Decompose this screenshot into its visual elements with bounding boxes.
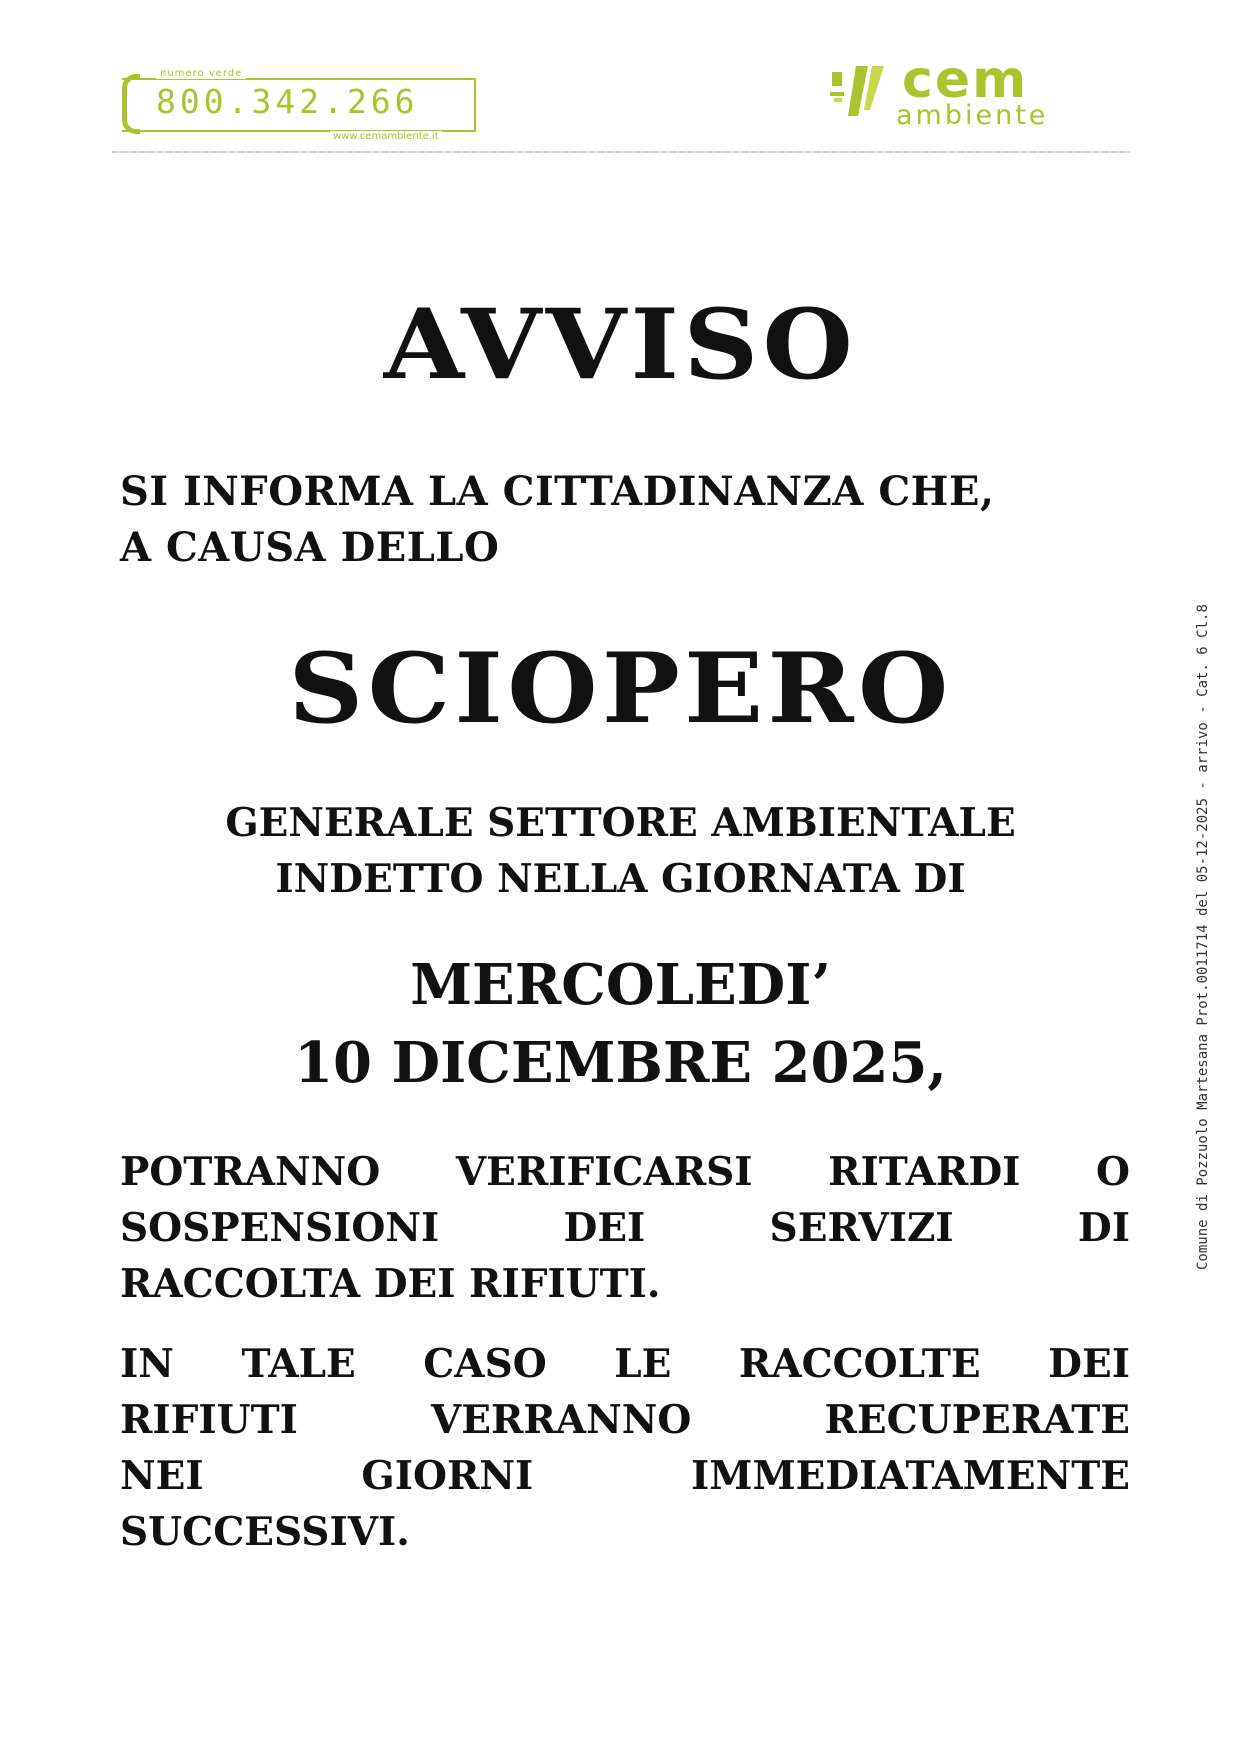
strike-headline: SCIOPERO [288, 632, 953, 745]
word: GIORNI [361, 1453, 534, 1499]
word: RECUPERATE [824, 1397, 1130, 1443]
logo-mark-icon [826, 58, 896, 128]
paragraph-line [120, 1392, 1130, 1448]
word: DI [1077, 1205, 1130, 1251]
word: CASO [423, 1341, 547, 1387]
intro-line: A CAUSA DELLO [120, 524, 500, 571]
paragraph-line [120, 1336, 1130, 1392]
word: RACCOLTA DEI RIFIUTI. [120, 1261, 661, 1307]
word: SERVIZI [769, 1205, 954, 1251]
word: VERRANNO [431, 1397, 692, 1443]
website-label: www.cemambiente.it [330, 131, 442, 142]
word: RITARDI [828, 1149, 1021, 1195]
protocol-stamp: Comune di Pozzuolo Martesana Prot.0011714 del 05-12-2025 - arrivo - Cat. 6 Cl.8 [1195, 604, 1211, 1270]
word: POTRANNO [120, 1149, 381, 1195]
word: DEI [1048, 1341, 1130, 1387]
phone-number: 800.342.266 [156, 82, 419, 121]
word: SOSPENSIONI [120, 1205, 440, 1251]
paragraph-line [120, 1144, 1130, 1200]
delay-warning-paragraph [120, 1144, 1130, 1312]
logo-subtitle: ambiente [896, 100, 1049, 131]
word: TALE [241, 1341, 356, 1387]
header-divider [112, 151, 1130, 153]
word: IMMEDIATAMENTE [691, 1453, 1130, 1499]
word: DEI [563, 1205, 646, 1251]
intro-line: SI INFORMA LA CITTADINANZA CHE, [120, 468, 995, 515]
paragraph-line [120, 1200, 1130, 1256]
paragraph-line [120, 1256, 1130, 1312]
cem-ambiente-logo [826, 50, 1096, 131]
strike-date: 10 DICEMBRE 2025, [294, 1030, 947, 1096]
word: IN [120, 1341, 174, 1387]
word: RIFIUTI [120, 1397, 298, 1443]
word: O [1095, 1149, 1130, 1195]
paragraph-line [120, 1448, 1130, 1504]
general-strike-line: INDETTO NELLA GIORNATA DI [275, 856, 966, 902]
word: LE [614, 1341, 672, 1387]
paragraph-line [120, 1504, 1130, 1560]
recovery-paragraph [120, 1336, 1130, 1560]
word: SUCCESSIVI. [120, 1509, 410, 1555]
logo-name: cem [902, 50, 1029, 110]
word: VERIFICARSI [455, 1149, 753, 1195]
phone-top-label: numero verde [156, 68, 246, 79]
word: RACCOLTE [738, 1341, 981, 1387]
general-strike-line: GENERALE SETTORE AMBIENTALE [225, 800, 1016, 846]
word: NEI [120, 1453, 204, 1499]
notice-title: AVVISO [383, 288, 858, 401]
strike-weekday: MERCOLEDI’ [410, 952, 831, 1018]
